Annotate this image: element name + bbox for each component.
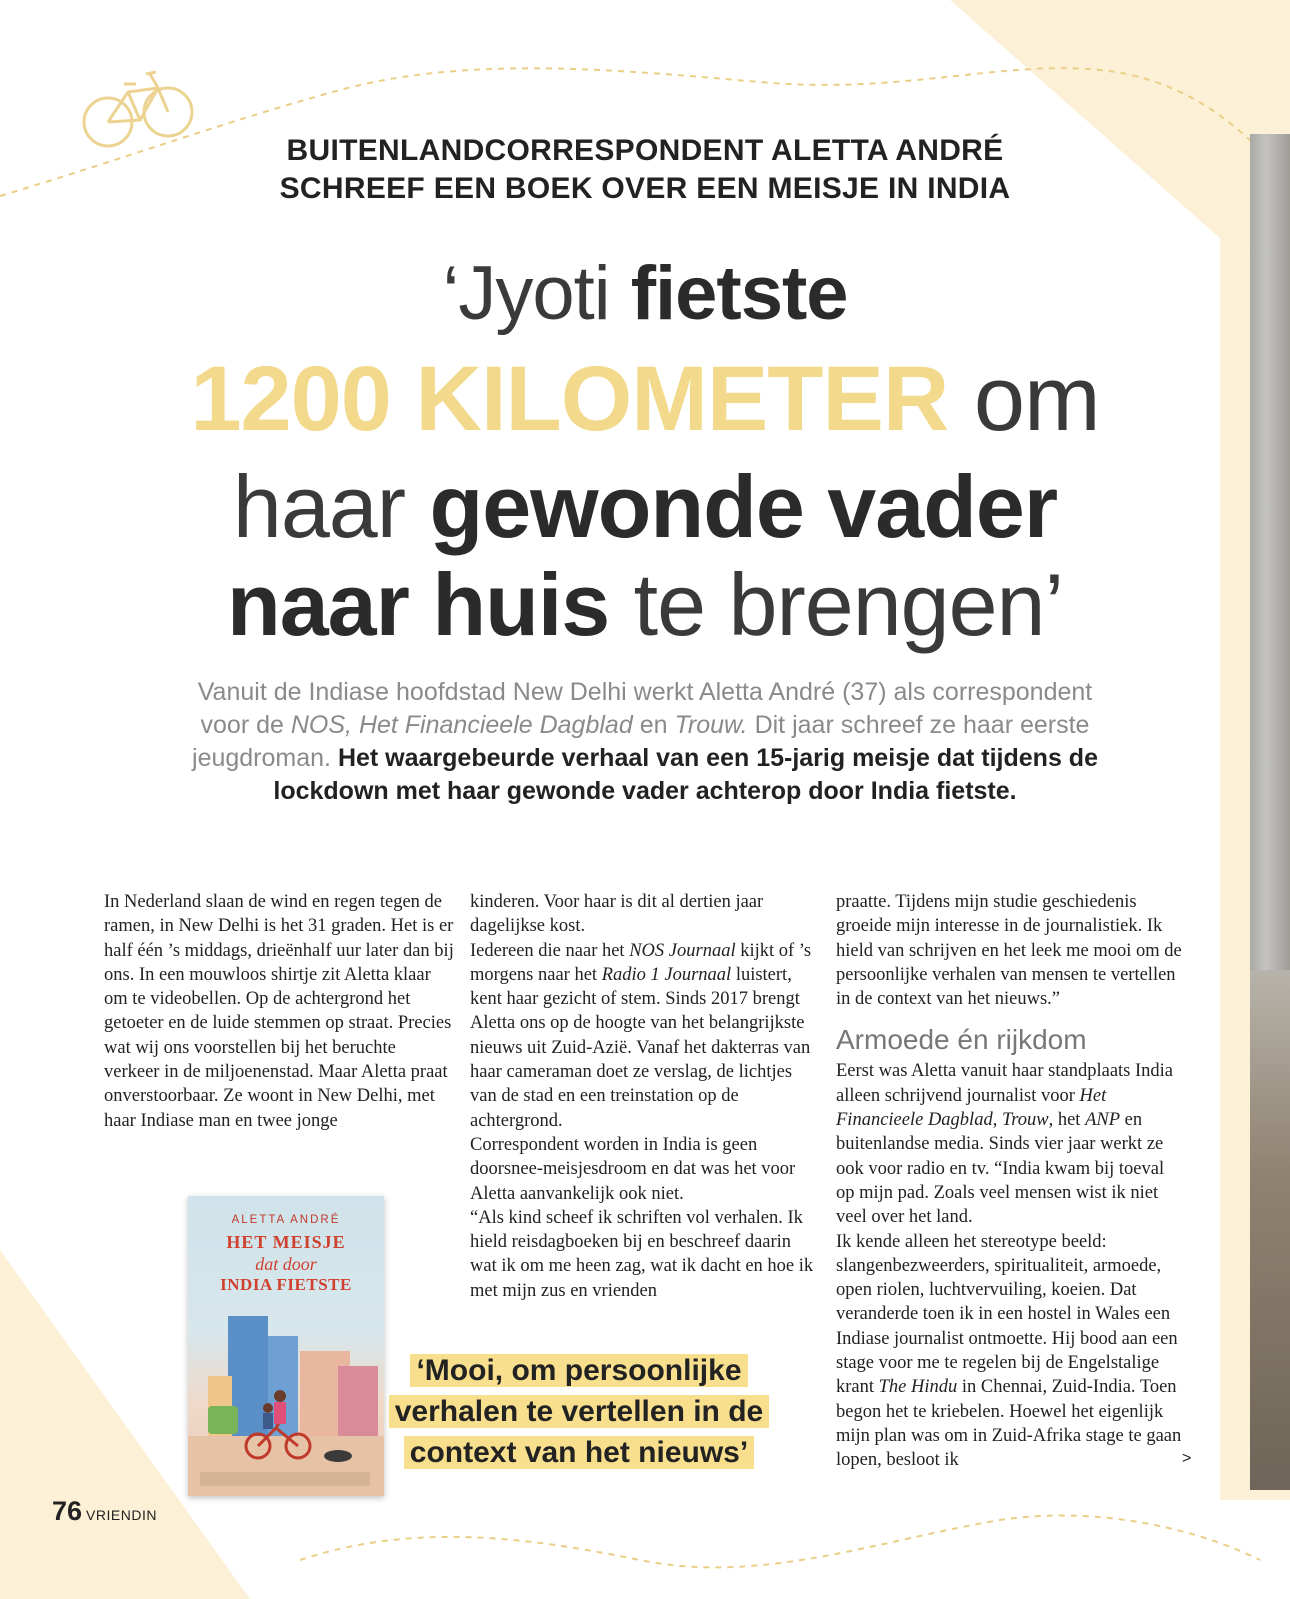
headline-line-1 bbox=[0, 246, 1290, 342]
kicker-line-1: BUITENLANDCORRESPONDENT ALETTA ANDRÉ bbox=[286, 134, 1004, 167]
intro-bold-text: Het waargebeurde verhaal van een 15-jarig meisje dat tijdens de lockdown met haar gewonde vader achterop door India fietste. bbox=[273, 744, 1098, 805]
headline-part: gewonde vader bbox=[429, 457, 1058, 556]
headline-line-4 bbox=[0, 550, 1290, 660]
paragraph: Correspondent worden in India is geen doorsnee-meisjesdroom en dat was het voor Aletta aanvankelijk ook niet. bbox=[470, 1134, 796, 1204]
intro-text: Vanuit de Indiase hoofdstad New Delhi werkt Aletta André (37) als correspondent voor de bbox=[197, 678, 1093, 739]
page-folio bbox=[52, 1496, 157, 1527]
body-column-3 bbox=[836, 890, 1186, 1473]
body-column-2 bbox=[470, 890, 815, 1303]
body-column-1 bbox=[104, 890, 454, 1133]
headline-line-3 bbox=[0, 452, 1290, 562]
headline-part: fietste bbox=[630, 251, 848, 336]
book-title-line-3: INDIA FIETSTE bbox=[220, 1275, 352, 1294]
intro-paragraph bbox=[190, 676, 1100, 808]
paragraph: Iedereen die naar het NOS Journaal kijkt of ’s morgens naar het Radio 1 Journaal luistert, kent haar gezicht of stem. Sinds 2017 brengt Aletta ons op de hoogte van het belangrijkste nieuws uit Zuid-Azië. Vanaf het dakterras van haar cameraman doet ze verslag, de lichtjes van de stad en een treinstation op de achtergrond. bbox=[470, 940, 812, 1131]
paragraph: “Als kind scheef ik schriften vol verhalen. Ik hield reisdagboeken bij en beschreef daarin wat ik om me heen zag, wat ik dacht en hoe ik met mijn zus en vrienden bbox=[470, 1207, 814, 1301]
continue-arrow-icon: > bbox=[1182, 1450, 1192, 1467]
paragraph: praatte. Tijdens mijn studie geschiedenis groeide mijn interesse in de journalistiek. Ik hield van schrijven en het leek me mooi om de persoonlijke verhalen van mensen te vertellen in de context van het nieuws.” bbox=[836, 892, 1182, 1010]
paragraph: Eerst was Aletta vanuit haar standplaats India alleen schrijvend journalist voor Het Financieele Dagblad, Trouw, het ANP en buitenlandse media. Sinds vier jaar werkt ze ook voor radio en tv. “India kwam bij toeval op mijn pad. Zoals veel mensen wist ik niet veel over het land. bbox=[836, 1061, 1174, 1228]
pull-quote-text: ‘Mooi, om persoonlijke verhalen te vertellen in de context van het nieuws’ bbox=[389, 1354, 769, 1469]
paragraph: Ik kende alleen het stereotype beeld: slangenbezweerders, spiritualiteit, armoede, open riolen, luchtvervuiling, koeien. Dat veranderde toen ik in een hostel in Wales een Indiase journalist ontmoette. Hij bood aan een stage voor me te regelen bij de Engelstalige krant The Hindu in Chennai, Zuid-India. Toen begon het te kriebelen. Hoewel het eigenlijk mijn plan was om in Zuid-Afrika stage te gaan lopen, besloot ik bbox=[836, 1231, 1182, 1471]
intro-text: en bbox=[639, 711, 668, 739]
page-number: 76 bbox=[52, 1496, 83, 1526]
headline-part: om bbox=[973, 348, 1100, 450]
magazine-name: VRIENDIN bbox=[86, 1507, 157, 1523]
headline-line-2 bbox=[0, 344, 1290, 454]
book-cover bbox=[188, 1196, 384, 1496]
subheading: Armoede én rijkdom bbox=[836, 1024, 1087, 1056]
book-illustration bbox=[188, 1296, 384, 1496]
headline-part: ‘Jyoti bbox=[442, 251, 610, 336]
headline-part: naar huis bbox=[226, 555, 610, 654]
headline-highlight: 1200 KILOMETER bbox=[190, 348, 949, 450]
book-title-line-2: dat door bbox=[255, 1254, 317, 1274]
paragraph: kinderen. Voor haar is dit al dertien jaar dagelijkse kost. bbox=[470, 892, 764, 937]
book-author: ALETTA ANDRÉ bbox=[231, 1214, 341, 1226]
intro-text: NOS, Het Financieele Dagblad bbox=[290, 711, 633, 739]
headline-part: haar bbox=[232, 457, 406, 556]
kicker-line-2: SCHREEF EEN BOEK OVER EEN MEISJE IN INDIA bbox=[279, 172, 1011, 205]
headline-part: te brengen’ bbox=[633, 555, 1064, 654]
intro-text: Dit jaar schreef ze haar eerste jeugdroman. bbox=[192, 711, 1090, 772]
pull-quote bbox=[372, 1350, 786, 1473]
kicker bbox=[0, 132, 1290, 208]
book-title-line-1: HET MEISJE bbox=[226, 1232, 346, 1252]
intro-text: Trouw. bbox=[674, 711, 748, 739]
paragraph: In Nederland slaan de wind en regen tegen de ramen, in New Delhi is het 31 graden. Het is er half één ’s middags, drieënhalf uur later dan bij ons. In een mouwloos shirtje zit Aletta klaar om te videobellen. Op de achtergrond het getoeter en de luide stemmen op straat. Precies wat wij ons voorstellen bij het beruchte verkeer in de miljoenenstad. Maar Aletta praat onverstoorbaar. Ze woont in New Delhi, met haar Indiase man en twee jonge bbox=[104, 892, 454, 1131]
